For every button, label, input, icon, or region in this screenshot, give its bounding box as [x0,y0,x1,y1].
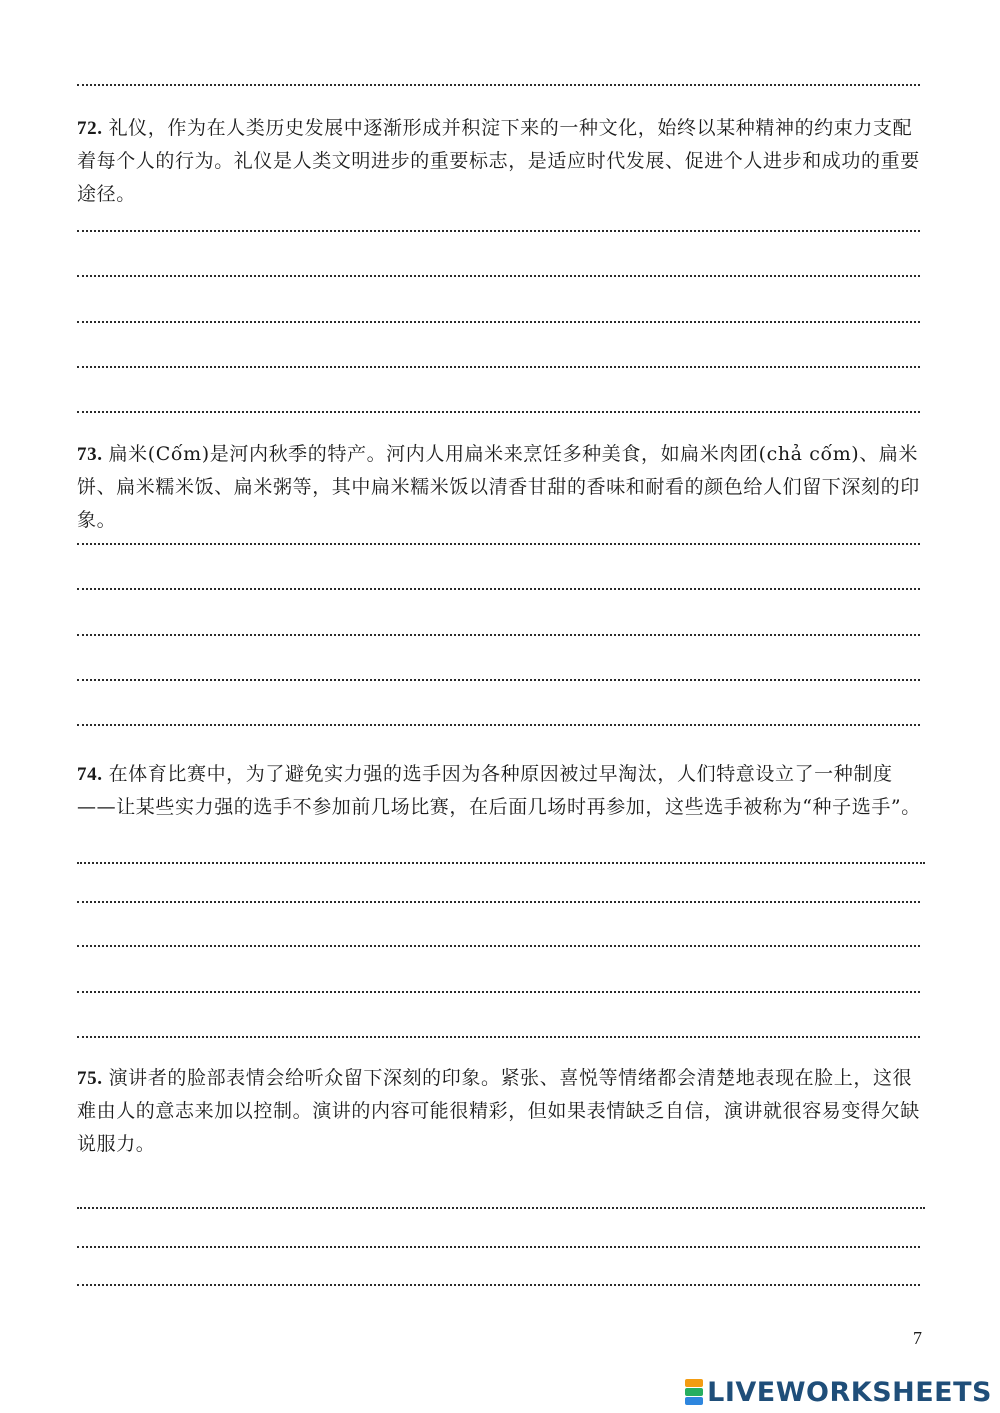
liveworksheets-logo-icon [685,1379,703,1405]
question-72 [77,112,925,211]
answer-line[interactable] [77,275,920,277]
answer-line[interactable] [77,321,920,323]
answer-line[interactable] [77,366,920,368]
answer-line[interactable] [77,84,920,86]
question-74 [77,758,925,824]
answer-line[interactable] [77,945,920,947]
question-text: 演讲者的脸部表情会给听众留下深刻的印象。紧张、喜悦等情绪都会清楚地表现在脸上，这很难由人的意志来加以控制。演讲的内容可能很精彩，但如果表情缺乏自信，演讲就很容易变得欠缺说服力。 [77,1067,920,1155]
answer-line[interactable] [77,230,920,232]
answer-line[interactable] [77,588,920,590]
question-text: 扁米(Cốm)是河内秋季的特产。河内人用扁米来烹饪多种美食，如扁米肉团(chả cốm)、扁米饼、扁米糯米饭、扁米粥等，其中扁米糯米饭以清香甘甜的香味和耐看的颜色给人们留下深刻的印象。 [77,443,920,531]
question-text: 在体育比赛中，为了避免实力强的选手因为各种原因被过早淘汰，人们特意设立了一种制度——让某些实力强的选手不参加前几场比赛，在后面几场时再参加，这些选手被称为“种子选手”。 [77,763,921,818]
page-number: 7 [913,1328,922,1348]
answer-line[interactable] [77,1246,920,1248]
question-75 [77,1062,925,1161]
answer-line[interactable] [77,1036,920,1038]
brand-text: LIVEWORKSHEETS [707,1376,992,1408]
question-73 [77,438,925,537]
answer-line[interactable] [77,862,925,864]
answer-line[interactable] [77,679,920,681]
answer-line[interactable] [77,991,920,993]
answer-line[interactable] [77,724,920,726]
answer-line[interactable] [77,411,920,413]
answer-line[interactable] [77,634,920,636]
answer-line[interactable] [77,901,920,903]
liveworksheets-brand[interactable] [685,1377,992,1407]
question-number: 73. [77,444,103,465]
question-number: 72. [77,118,103,139]
question-number: 74. [77,764,103,785]
question-number: 75. [77,1068,103,1089]
answer-line[interactable] [77,1207,925,1209]
question-text: 礼仪，作为在人类历史发展中逐渐形成并积淀下来的一种文化，始终以某种精神的约束力支配着每个人的行为。礼仪是人类文明进步的重要标志，是适应时代发展、促进个人进步和成功的重要途径。 [77,117,920,205]
answer-line[interactable] [77,1284,920,1286]
answer-line[interactable] [77,543,920,545]
